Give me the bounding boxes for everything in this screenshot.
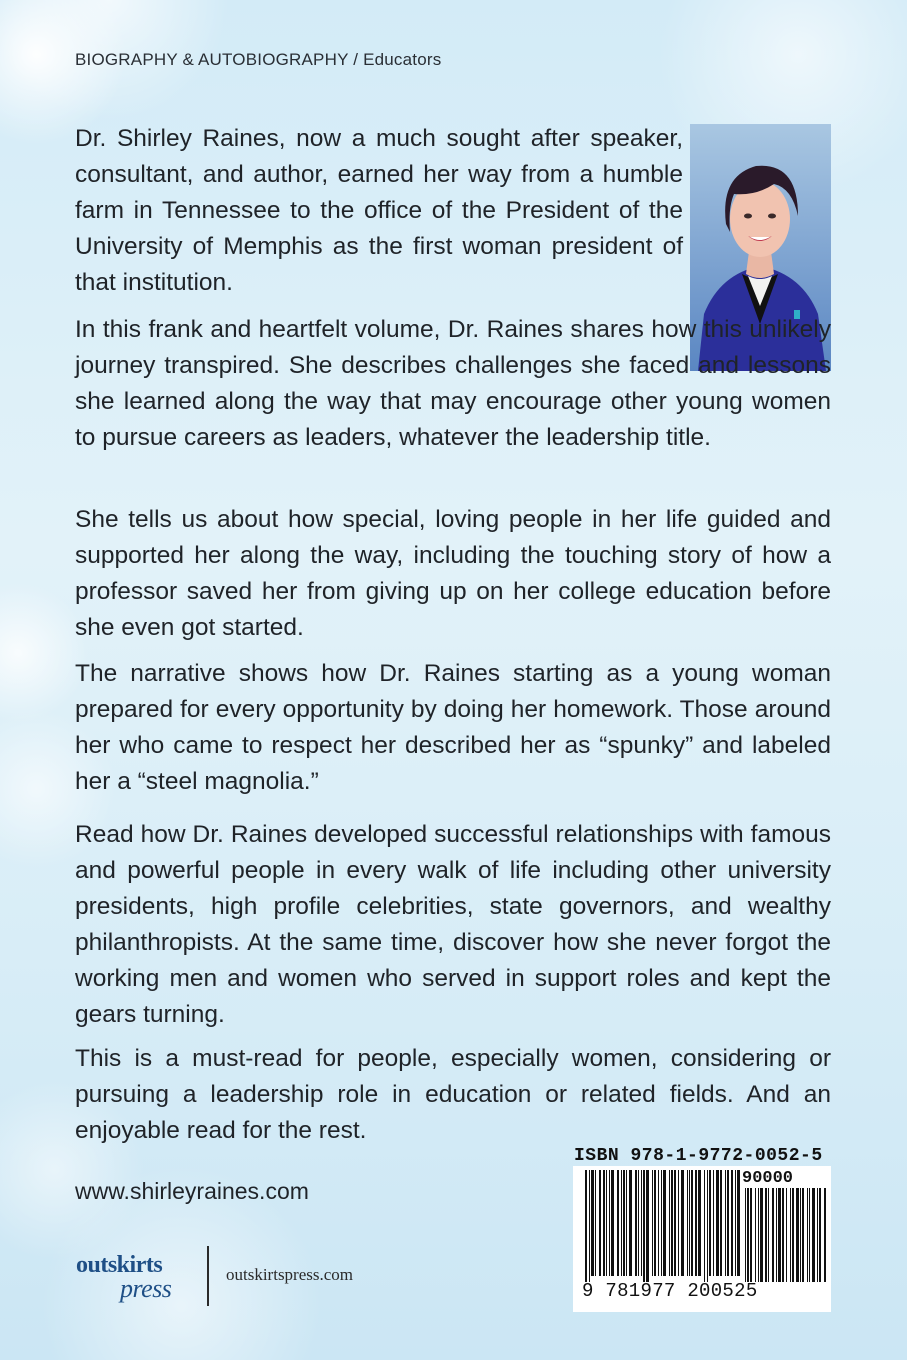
barcode-addon-bar bbox=[792, 1188, 794, 1282]
barcode-bar bbox=[663, 1170, 666, 1276]
barcode-bar bbox=[727, 1170, 729, 1276]
logo-divider bbox=[207, 1246, 209, 1306]
barcode-addon-bar bbox=[817, 1188, 818, 1282]
paragraph-intro: Dr. Shirley Raines, now a much sought after speaker, consultant, and author, earned her way from a humble farm in Tennessee to the office of the President of the University of Memphis as the first woman president of that institution. bbox=[75, 125, 683, 296]
barcode-bar bbox=[720, 1170, 722, 1276]
barcode-bar bbox=[691, 1170, 693, 1276]
barcode-addon-bar bbox=[800, 1188, 801, 1282]
barcode-addon-bar bbox=[824, 1188, 826, 1282]
barcode-bar bbox=[599, 1170, 601, 1276]
barcode-bar bbox=[669, 1170, 670, 1276]
barcode-bar bbox=[603, 1170, 605, 1276]
barcode-addon-bar bbox=[809, 1188, 810, 1282]
barcode-digits: 9 781977 200525 bbox=[582, 1280, 758, 1302]
barcode-bar bbox=[626, 1170, 627, 1276]
barcode-bar bbox=[731, 1170, 733, 1276]
barcode-addon-bar bbox=[745, 1188, 746, 1282]
barcode-bar bbox=[716, 1170, 719, 1276]
barcode-bar bbox=[681, 1170, 684, 1276]
barcode-addon-bar bbox=[755, 1188, 756, 1282]
barcode-bar bbox=[658, 1170, 659, 1276]
barcode-addon-bar bbox=[778, 1188, 781, 1282]
barcode-bar bbox=[674, 1170, 676, 1276]
barcode-price-code: 90000 bbox=[742, 1169, 794, 1188]
barcode-bar bbox=[585, 1170, 587, 1282]
isbn-label: ISBN 978-1-9772-0052-5 bbox=[574, 1146, 823, 1166]
barcode-addon-bar bbox=[758, 1188, 759, 1282]
logo-wordmark-bottom: press bbox=[120, 1274, 172, 1303]
barcode-addon-bar bbox=[812, 1188, 815, 1282]
barcode-bar bbox=[591, 1170, 594, 1276]
barcode-bar bbox=[609, 1170, 610, 1276]
logo-wordmark-top: outskirts bbox=[76, 1252, 163, 1278]
barcode-addon-bar bbox=[772, 1188, 774, 1282]
barcode-bar bbox=[595, 1170, 596, 1276]
barcode-addon-bar bbox=[776, 1188, 777, 1282]
barcode-bar bbox=[606, 1170, 607, 1276]
barcode-addon-bar bbox=[786, 1188, 787, 1282]
barcode-bar bbox=[617, 1170, 619, 1276]
barcode-bar bbox=[641, 1170, 642, 1276]
barcode-bar bbox=[709, 1170, 711, 1276]
barcode-bar bbox=[635, 1170, 637, 1276]
barcode-bar bbox=[643, 1170, 645, 1282]
barcode-addon-bar bbox=[790, 1188, 791, 1282]
barcode-bar bbox=[735, 1170, 736, 1276]
book-category: BIOGRAPHY & AUTOBIOGRAPHY / Educators bbox=[75, 50, 442, 69]
barcode-bar bbox=[678, 1170, 679, 1276]
barcode-bar bbox=[687, 1170, 688, 1276]
barcode-bar bbox=[695, 1170, 697, 1276]
barcode-addon-bar bbox=[802, 1188, 804, 1282]
paragraph-must-read: This is a must-read for people, especially women, considering or pursuing a leadership role in education or related fields. And an enjoyable read for the rest. bbox=[75, 1045, 831, 1144]
barcode-bar bbox=[698, 1170, 701, 1276]
barcode-bar bbox=[704, 1170, 705, 1282]
barcode-addon-bar bbox=[782, 1188, 784, 1282]
barcode-bar bbox=[725, 1170, 726, 1276]
paragraph-support: She tells us about how special, loving people in her life guided and supported her along the way, including the touching story of how a professor saved her from giving up on her college education before she even got started. bbox=[75, 506, 831, 641]
author-website[interactable]: www.shirleyraines.com bbox=[75, 1178, 309, 1204]
barcode-addon-bar bbox=[768, 1188, 769, 1282]
barcode-bar bbox=[654, 1170, 656, 1276]
barcode-bar bbox=[689, 1170, 690, 1276]
barcode-bar bbox=[629, 1170, 632, 1276]
barcode-bar bbox=[646, 1170, 649, 1282]
paragraph-relationships: Read how Dr. Raines developed successful relationships with famous and powerful people in every walk of life including other university presidents, high profile celebrities, state governors, and wealthy philanthropists. At the same time, discover how she never forgot the working men and women who served in support roles and kept the gears turning. bbox=[75, 821, 831, 1028]
barcode-addon-bar bbox=[796, 1188, 799, 1282]
barcode-bar bbox=[661, 1170, 662, 1276]
barcode-bar bbox=[671, 1170, 673, 1276]
barcode-bar bbox=[737, 1170, 740, 1276]
barcode-bar bbox=[707, 1170, 708, 1282]
publisher-website[interactable]: outskirtspress.com bbox=[226, 1265, 354, 1284]
barcode-addon-bar bbox=[765, 1188, 767, 1282]
publisher-logo bbox=[76, 1252, 196, 1302]
paragraph-journey: In this frank and heartfelt volume, Dr. Raines shares how this unlikely journey transpired. She describes challenges she faced and lessons she learned along the way that may encourage other young women to pursue careers as leaders, whatever the leadership title. bbox=[75, 316, 831, 451]
barcode-addon-bar bbox=[819, 1188, 821, 1282]
barcode-bar bbox=[623, 1170, 625, 1276]
barcode-addon-bar bbox=[760, 1188, 763, 1282]
barcode-bar bbox=[621, 1170, 622, 1276]
barcode-bar bbox=[652, 1170, 653, 1276]
barcode-bar bbox=[638, 1170, 639, 1276]
barcode-addon-bar bbox=[750, 1188, 752, 1282]
barcode-bar bbox=[713, 1170, 714, 1276]
barcode-addon-bar bbox=[747, 1188, 749, 1282]
barcode-bar bbox=[589, 1170, 590, 1282]
paragraph-narrative: The narrative shows how Dr. Raines starting as a young woman prepared for every opportunity by doing her homework. Those around her who came to respect her described her as “spunky” and labeled her a “steel magnolia.” bbox=[75, 660, 831, 795]
barcode-bar bbox=[611, 1170, 614, 1276]
barcode-addon-bar bbox=[807, 1188, 808, 1282]
